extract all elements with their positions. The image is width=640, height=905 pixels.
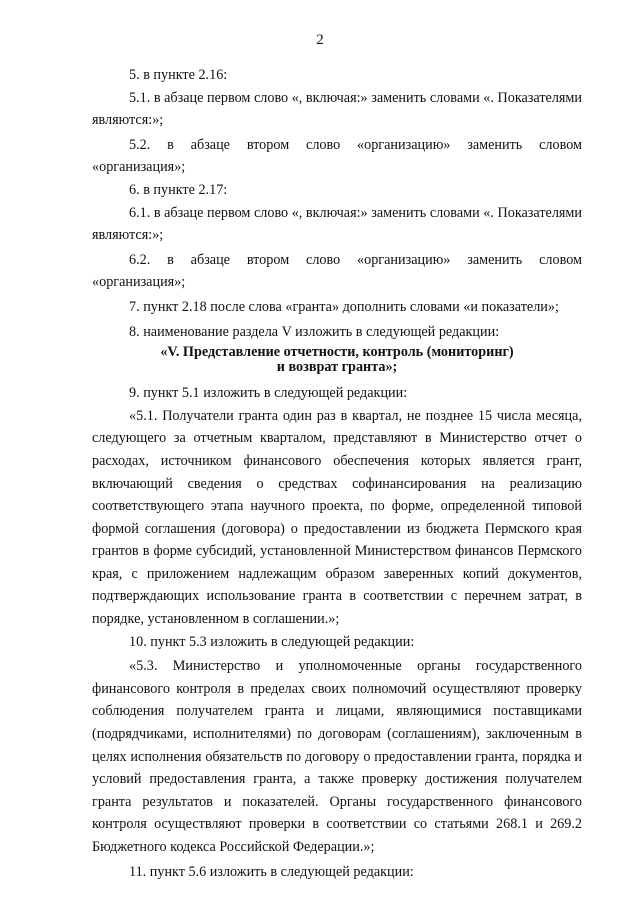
item-5-2: 5.2. в абзаце втором слово «организацию» заменить словом «организация»; (92, 136, 582, 176)
section-heading-line1: «V. Представление отчетности, контроль (мониторинг) (160, 344, 514, 361)
item-5: 5. в пункте 2.16: (129, 67, 228, 83)
section-heading-line2: и возврат гранта»; (276, 359, 398, 376)
item-7: 7. пункт 2.18 после слова «гранта» дополнить словами «и показатели»; (129, 298, 559, 315)
clause-5-1: «5.1. Получатели гранта один раз в квартал, не позднее 15 числа месяца, следующего за отчетным кварталом, представляют в Министерство отчет о расходах, источником финансового обеспечения которых является грант, включающий сведения о средствах софинансирования на реализацию соответствующего этапа научного проекта, по форме, определенной типовой формой соглашения (договора) о предоставлении из бюджета Пермского края грантов в форме субсидий, установленной Министерством финансов Пермского края, с приложением надлежащим образом заверенных копий документов, подтверждающих использование гранта в соответствии с перечнем затрат, в порядке, установленном в соглашении.»; (92, 407, 582, 628)
item-8: 8. наименование раздела V изложить в следующей редакции: (129, 323, 500, 340)
item-11: 11. пункт 5.6 изложить в следующей редакции: (129, 863, 414, 880)
item-5-1: 5.1. в абзаце первом слово «, включая:» заменить словами «. Показателями являются:»; (92, 89, 582, 129)
item-6: 6. в пункте 2.17: (129, 181, 228, 198)
page-number: 2 (316, 32, 324, 48)
clause-5-3: «5.3. Министерство и уполномоченные органы государственного финансового контроля в пределах своих полномочий осуществляют проверку соблюдения получателем гранта и лицами, являющимися поставщиками (подрядчиками, исполнителями) по договорам (соглашениям), заключенным в целях исполнения обязательств по договору о предоставлении гранта, порядка и условий предоставления гранта, а также проверку достижения получателем гранта результатов и показателей. Органы государственного финансового контроля осуществляют проверки в соответствии со статьями 268.1 и 269.2 Бюджетного кодекса Российской Федерации.»; (92, 658, 582, 855)
document-body (92, 64, 582, 883)
item-9: 9. пункт 5.1 изложить в следующей редакции: (129, 385, 408, 402)
item-10: 10. пункт 5.3 изложить в следующей редакции: (129, 633, 415, 650)
section-heading (92, 345, 582, 375)
item-6-1: 6.1. в абзаце первом слово «, включая:» заменить словами «. Показателями являются:»; (92, 204, 582, 244)
item-6-2: 6.2. в абзаце втором слово «организацию» заменить словом «организация»; (92, 251, 582, 291)
